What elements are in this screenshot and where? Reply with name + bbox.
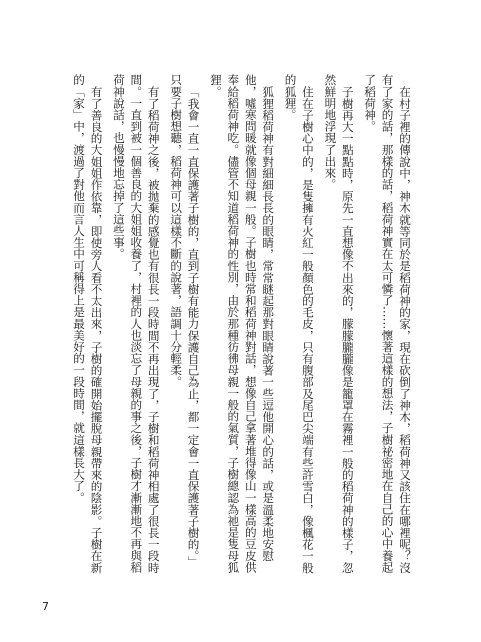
- paragraph: 有了稻荷神之後，被拋棄的感覺也有很長一段時間不再出現了，子樹和稻荷神相處了很長一段時間。一直到被一個善良的大姐姐收養了，村裡的人也淡忘了母親的事之後，子樹才漸漸地不再與稻荷神說話，也慢慢地忘掉了這些事。: [111, 74, 161, 573]
- page-number: 7: [42, 600, 49, 613]
- paragraph: 在村子裡的傳說中，神木就等同於是稻荷神的家，現在砍倒了神木，稻荷神又該住在哪裡呢？沒有了家的話，那樣的話，稻荷神實在太可憐了……懷著這樣的想法，子樹祕密地在自己的心中養起了稻荷神。: [363, 74, 412, 573]
- paragraph: 住在子樹心中的，是隻擁有火紅一般顏色的毛皮，只有腹部及尾巴尖端有些許雪白，像楓花一般的狐狸。: [283, 74, 315, 573]
- paragraph: 子樹再大一點點時，原先一直想像不出來的，朦朦朧朧像是籠罩在霧裡一般的稻荷神的樣子，忽然鮮明地浮現了出來。: [323, 74, 355, 573]
- body-text: [63, 74, 413, 574]
- paragraph: 狐狸稻荷神有對細細長長的眼睛，常常瞇起那對眼睛說著一些逗他開心的話，或是溫柔地安慰他，噓寒問暖就像個母親一般。子樹也時常和稻荷神對話，想像自己拿著堆得像山一樣高的豆皮供奉給稻荷神吃。儘管不知道稻荷神的性別，由於那種彷彿母親一般的氣質，子樹總認為祂是隻母狐狸。: [208, 74, 276, 573]
- paragraph: 有了善良的大姐姐作依靠，即使旁人看不太出來，子樹的確開始擺脫母親帶來的陰影。子樹在新的「家」中，渡過了對他而言人生中可稱得上是最美好的一段時間，就這樣長大了。: [72, 74, 104, 573]
- paragraph: 「我會一直一直保護著子樹的，直到子樹有能力保護自己為止，都一定會一直保護著子樹的。」只要子樹想聽，稻荷神可以這樣不斷的說著，語調十分輕柔。: [169, 74, 201, 567]
